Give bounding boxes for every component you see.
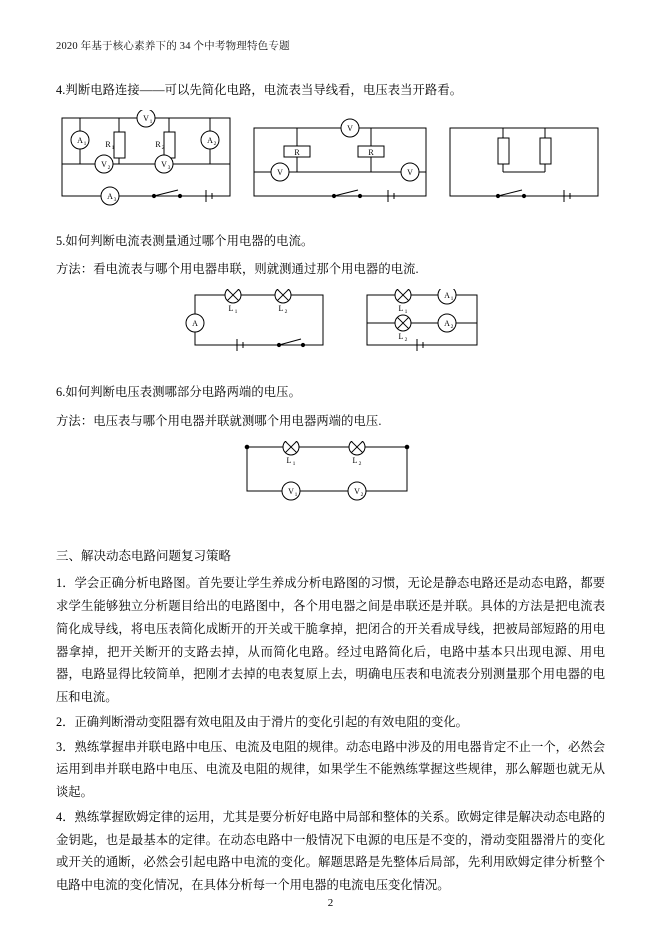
svg-text:1: 1	[111, 144, 115, 151]
svg-text:1: 1	[450, 296, 453, 303]
svg-text:L: L	[286, 455, 291, 465]
svg-text:L: L	[278, 304, 283, 314]
svg-text:L: L	[398, 304, 403, 314]
svg-text:2: 2	[213, 140, 217, 147]
page-header: 2020 年基于核心素养下的 34 个中考物理特色专题	[56, 41, 290, 52]
figure-6-circuit	[56, 441, 605, 503]
paragraph-2: 2．正确判断滑动变阻器有效电阻及由于滑片的变化引起的有效电阻的变化。	[56, 714, 468, 729]
svg-text:2: 2	[360, 491, 363, 498]
svg-text:A: A	[107, 191, 113, 201]
svg-text:A: A	[207, 135, 213, 145]
svg-text:A: A	[191, 319, 198, 329]
svg-text:R: R	[105, 139, 111, 149]
paragraph-3: 3．熟练掌握串并联电路中电压、电流及电阻的规律。动态电路中涉及的用电器肯定不止一个，必然会运用到串并联电路中电压、电流及电阻的规律，如果学生不能熟练掌握这些规律，那么解题也就无从谈起。	[56, 739, 605, 800]
figure-4-circuits	[56, 110, 605, 210]
paragraph-item5: 5.如何判断电流表测量通过哪个用电器的电流。	[56, 233, 314, 248]
figure-5-circuits	[56, 289, 605, 361]
svg-text:V: V	[407, 167, 413, 177]
svg-text:1: 1	[234, 309, 237, 316]
svg-text:V: V	[353, 486, 360, 496]
paragraph-1: 1．学会正确分析电路图。首先要让学生养成分析电路图的习惯，无论是静态电路还是动态电路，都要求学生能够独立分析题目给出的电路图中，各个用电器之间是串联还是并联。具体的方法是把电流表简化成导线，将电压表简化成断开的开关或干脆拿掉，把闭合的开关看成导线，把被局部短路的用电器拿掉，把开关断开的支路去掉，从而简化电路。经过电路简化后，电路中基本只出现电源、用电器，电路显得比较简单，把刚才去掉的电表复原上去，明确电压表和电流表分别测量那个用电器的电压和电流。	[56, 576, 605, 705]
svg-text:2: 2	[404, 337, 407, 344]
svg-text:L: L	[398, 332, 403, 342]
svg-text:3: 3	[167, 164, 171, 171]
svg-text:V: V	[287, 486, 294, 496]
svg-text:V: V	[161, 159, 167, 169]
svg-text:1: 1	[83, 140, 87, 147]
svg-text:2: 2	[107, 164, 111, 171]
paragraph-item5-method: 方法：看电流表与哪个用电器串联，则就测通过那个用电器的电流.	[56, 262, 419, 277]
svg-text:V: V	[143, 113, 149, 123]
svg-text:L: L	[352, 455, 357, 465]
svg-text:1: 1	[294, 491, 297, 498]
svg-text:L: L	[228, 304, 233, 314]
svg-text:R: R	[368, 147, 374, 157]
svg-text:V: V	[101, 159, 107, 169]
svg-text:2: 2	[358, 460, 361, 467]
svg-text:R: R	[294, 147, 300, 157]
svg-text:1: 1	[404, 309, 407, 316]
svg-text:V: V	[347, 123, 353, 133]
paragraph-4: 4．熟练掌握欧姆定律的运用，尤其是要分析好电路中局部和整体的关系。欧姆定律是解决动态电路的金钥匙，也是最基本的定律。在动态电路中一般情况下电源的电压是不变的，滑动变阻器滑片的变化或开关的通断，必然会引起电路中电流的变化。解题思路是先整体后局部，先利用欧姆定律分析整个电路中电流的变化情况，在具体分析每一个用电器的电流电压变化情况。	[56, 809, 605, 892]
paragraph-item4: 4.判断电路连接——可以先简化电路，电流表当导线看，电压表当开路看。	[56, 83, 463, 97]
svg-text:V: V	[277, 167, 283, 177]
page-number: 2	[327, 897, 334, 909]
meter-label: A	[77, 135, 83, 145]
paragraph-item6: 6.如何判断电压表测哪部分电路两端的电压。	[56, 385, 301, 400]
svg-text:3: 3	[113, 196, 117, 203]
paragraph-item6-method: 方法：电压表与哪个用电器并联就测哪个用电器两端的电压.	[56, 413, 382, 428]
svg-text:1: 1	[149, 118, 153, 125]
svg-text:A: A	[443, 319, 450, 329]
svg-text:2: 2	[284, 309, 287, 316]
svg-text:2: 2	[450, 324, 453, 331]
section-title: 三、解决动态电路问题复习策略	[56, 548, 232, 563]
svg-text:1: 1	[292, 460, 295, 467]
svg-text:2: 2	[161, 144, 165, 151]
svg-text:R: R	[155, 139, 161, 149]
svg-text:A: A	[443, 291, 450, 301]
